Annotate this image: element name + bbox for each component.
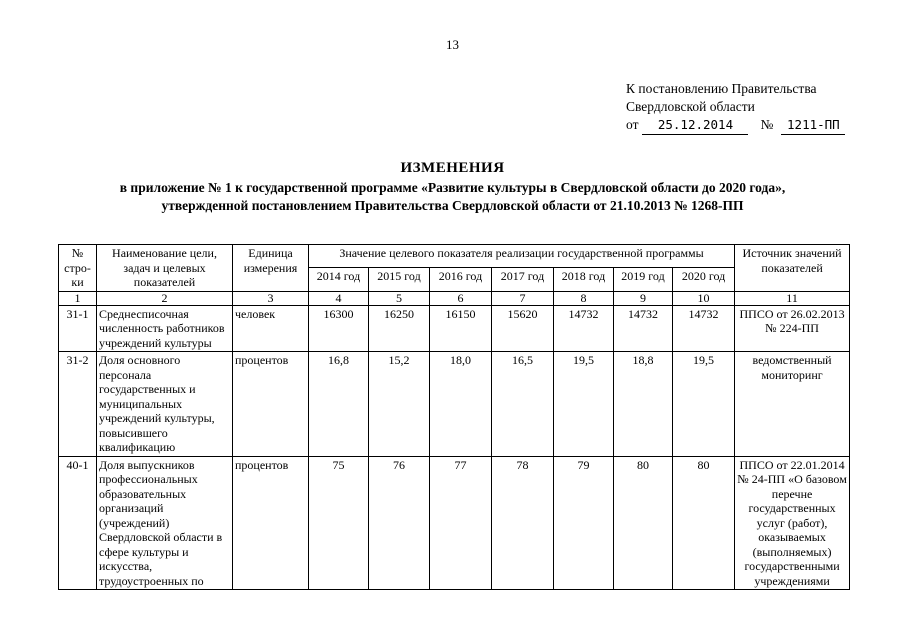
value-2018: 79 (554, 456, 614, 590)
header-year: 2014 год (309, 268, 369, 291)
indicator-source: ППСО от 26.02.2013 № 224-ПП (735, 305, 850, 352)
value-2014: 16300 (309, 305, 369, 352)
column-index: 8 (554, 291, 614, 305)
column-index: 7 (492, 291, 554, 305)
indicator-source: ППСО от 22.01.2014 № 24-ПП «О базовом перечне государственных услуг (работ), оказываемых (выполняемых) государственными учреждениями (735, 456, 850, 590)
page-number: 13 (446, 37, 459, 52)
value-2016: 16150 (430, 305, 492, 352)
approval-date: 25.12.2014 (642, 116, 748, 135)
value-2019: 14732 (614, 305, 673, 352)
document-title: ИЗМЕНЕНИЯ (400, 160, 505, 176)
indicator-unit: человек (233, 305, 309, 352)
header-year: 2015 год (369, 268, 430, 291)
document-subtitle-1: в приложение № 1 к государственной программе «Развитие культуры в Свердловской области до 2020 года», (119, 180, 786, 195)
value-2018: 14732 (554, 305, 614, 352)
approval-number-sign: № (760, 117, 774, 132)
value-2015: 76 (369, 456, 430, 590)
header-year: 2019 год (614, 268, 673, 291)
value-2020: 80 (673, 456, 735, 590)
column-index-row (59, 291, 850, 305)
indicators-table (58, 244, 850, 590)
column-index: 2 (97, 291, 233, 305)
header-source: Источник значений показателей (735, 245, 850, 292)
indicator-name: Доля основного персонала государственных и муниципальных учреждений культуры, повысившего квалификацию (97, 352, 233, 457)
row-number: 31-2 (59, 352, 97, 457)
document-subtitle-2: утвержденной постановлением Правительства Свердловской области от 21.10.2013 № 1268-ПП (161, 198, 744, 213)
approval-from-label: от (626, 117, 639, 132)
column-index: 4 (309, 291, 369, 305)
value-2015: 16250 (369, 305, 430, 352)
column-index: 10 (673, 291, 735, 305)
value-2018: 19,5 (554, 352, 614, 457)
column-index: 5 (369, 291, 430, 305)
table-header-row (59, 245, 850, 268)
value-2014: 16,8 (309, 352, 369, 457)
indicator-name: Доля выпускников профессиональных образовательных организаций (учреждений) Свердловской области в сфере культуры и искусства, трудоустроенных по (97, 456, 233, 590)
header-year: 2020 год (673, 268, 735, 291)
value-2016: 18,0 (430, 352, 492, 457)
column-index: 9 (614, 291, 673, 305)
header-name: Наименование цели, задач и целевых показателей (97, 245, 233, 292)
table-row (59, 352, 850, 457)
approval-line1: К постановлению Правительства (626, 81, 817, 96)
column-index: 11 (735, 291, 850, 305)
value-2017: 16,5 (492, 352, 554, 457)
row-number: 31-1 (59, 305, 97, 352)
value-2019: 80 (614, 456, 673, 590)
column-index: 1 (59, 291, 97, 305)
value-2016: 77 (430, 456, 492, 590)
value-2017: 15620 (492, 305, 554, 352)
column-index: 6 (430, 291, 492, 305)
value-2017: 78 (492, 456, 554, 590)
table-row (59, 456, 850, 590)
value-2015: 15,2 (369, 352, 430, 457)
header-values-group: Значение целевого показателя реализации государственной программы (309, 245, 735, 268)
indicator-unit: процентов (233, 456, 309, 590)
approval-number: 1211-ПП (781, 116, 845, 135)
indicator-source: ведомственный мониторинг (735, 352, 850, 457)
indicator-unit: процентов (233, 352, 309, 457)
indicator-name: Среднесписочная численность работников учреждений культуры (97, 305, 233, 352)
table-row (59, 305, 850, 352)
row-number: 40-1 (59, 456, 97, 590)
header-unit: Единица измерения (233, 245, 309, 292)
header-year: 2017 год (492, 268, 554, 291)
value-2020: 14732 (673, 305, 735, 352)
value-2020: 19,5 (673, 352, 735, 457)
approval-block (626, 80, 845, 135)
header-year: 2016 год (430, 268, 492, 291)
value-2019: 18,8 (614, 352, 673, 457)
header-year: 2018 год (554, 268, 614, 291)
header-row-number: № стро-ки (59, 245, 97, 292)
value-2014: 75 (309, 456, 369, 590)
approval-line2: Свердловской области (626, 99, 755, 114)
column-index: 3 (233, 291, 309, 305)
